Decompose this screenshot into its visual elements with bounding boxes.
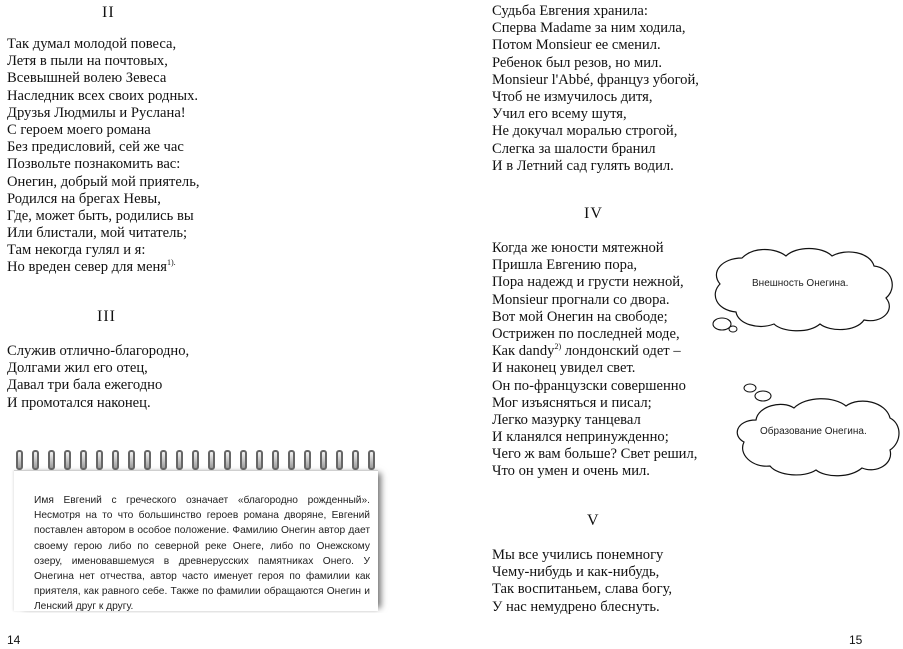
verse-line: Слегка за шалости бранил (492, 140, 656, 157)
footnote-mark: 1). (166, 258, 176, 268)
thought-cloud-appearance (702, 244, 902, 340)
binding-ring-icon (128, 450, 135, 470)
verse-line: Острижен по последней моде, (492, 325, 680, 342)
verse-line: Чтоб не измучилось дитя, (492, 88, 653, 105)
verse-line: Когда же юности мятежной (492, 240, 664, 256)
stanza-number-2: II (102, 4, 115, 21)
verse-line: Учил его всему шутя, (492, 106, 627, 123)
binding-ring-icon (224, 450, 231, 470)
stanza-3-verse (7, 343, 189, 412)
binding-ring-icon (48, 450, 55, 470)
verse-line-with-footnote (492, 343, 697, 360)
verse-line: Всевышней волею Зевеса (7, 70, 167, 87)
verse-line: Ребенок был резов, но мил. (492, 54, 662, 71)
verse-line: И наконец увидел свет. (492, 360, 636, 377)
page-number-right: 15 (849, 633, 863, 647)
binding-ring-icon (288, 450, 295, 470)
verse-line: Так думал молодой повеса, (7, 36, 177, 52)
binding-ring-icon (160, 450, 167, 470)
verse-line: Легко мазурку танцевал (492, 411, 641, 428)
binding-ring-icon (144, 450, 151, 470)
verse-line-rest: лондонский одет – (561, 343, 681, 360)
verse-line: Потом Monsieur ее сменил. (492, 37, 661, 54)
verse-line: И кланялся непринужденно; (492, 429, 669, 446)
binding-ring-icon (64, 450, 71, 470)
verse-line: Но вреден север для меня (7, 259, 167, 276)
stanza-number-4: IV (584, 205, 603, 222)
binding-ring-icon (16, 450, 23, 470)
verse-line: Как dandy (492, 343, 555, 360)
spiral-binding (16, 450, 386, 478)
left-page (0, 0, 440, 649)
verse-line: Или блистали, мой читатель; (7, 225, 188, 242)
verse-line: И промотался наконец. (7, 394, 151, 411)
cloud-label: Внешность Онегина. (752, 278, 849, 289)
verse-line: Не докучал моралью строгой, (492, 123, 678, 140)
verse-line: Там некогда гулял и я: (7, 242, 146, 259)
footnote-mark: 2) (554, 342, 562, 352)
verse-line-with-footnote (7, 259, 200, 276)
verse-line: Служив отлично-благородно, (7, 343, 190, 359)
binding-ring-icon (96, 450, 103, 470)
verse-line: Он по-французски совершенно (492, 377, 686, 394)
verse-line: Где, может быть, родились вы (7, 207, 194, 224)
verse-line: Друзья Людмилы и Руслана! (7, 104, 186, 121)
binding-ring-icon (192, 450, 199, 470)
thought-cloud-education (730, 380, 902, 482)
verse-line: Чему-нибудь и как-нибудь, (492, 564, 660, 581)
binding-ring-icon (240, 450, 247, 470)
verse-line: Онегин, добрый мой приятель, (7, 173, 200, 190)
stanza-number-5: V (587, 512, 600, 529)
verse-line: У нас немудрено блеснуть. (492, 598, 660, 615)
verse-line: Сперва Madame за ним ходила, (492, 20, 686, 37)
verse-line: Позвольте познакомить вас: (7, 156, 181, 173)
verse-line: Наследник всех своих родных. (7, 87, 199, 104)
verse-line: Мог изъясняться и писал; (492, 394, 652, 411)
verse-line: Судьба Евгения хранила: (492, 3, 648, 19)
stanza-number-3: III (97, 308, 116, 325)
verse-line: Monsieur l'Abbé, француз убогой, (492, 71, 699, 88)
binding-ring-icon (112, 450, 119, 470)
verse-line: Летя в пыли на почтовых, (7, 53, 168, 70)
right-page (440, 0, 903, 649)
verse-line: Родился на брегах Невы, (7, 190, 161, 207)
verse-line: Мы все учились понемногу (492, 547, 664, 563)
binding-ring-icon (80, 450, 87, 470)
verse-line: Пришла Евгению пора, (492, 257, 638, 274)
binding-ring-icon (208, 450, 215, 470)
binding-ring-icon (272, 450, 279, 470)
verse-line: С героем моего романа (7, 121, 151, 138)
verse-line: Без предисловий, сей же час (7, 139, 184, 156)
verse-line: И в Летний сад гулять водил. (492, 157, 674, 174)
binding-ring-icon (256, 450, 263, 470)
verse-line: Чего ж вам больше? Свет решил, (492, 446, 698, 463)
stanza-5-verse (492, 547, 672, 616)
stanza-continued-verse (492, 3, 699, 175)
thought-cloud-icon (702, 244, 902, 340)
binding-ring-icon (352, 450, 359, 470)
verse-line: Так воспитаньем, слава богу, (492, 581, 673, 598)
stanza-4-verse (492, 240, 697, 481)
note-card (14, 470, 378, 611)
verse-line: Monsieur прогнали со двора. (492, 291, 670, 308)
page-number-left: 14 (7, 633, 21, 647)
verse-line: Вот мой Онегин на свободе; (492, 308, 668, 325)
stanza-2-verse (7, 36, 200, 277)
verse-line: Давал три бала ежегодно (7, 377, 163, 394)
binding-ring-icon (368, 450, 375, 470)
verse-line: Долгами жил его отец, (7, 360, 148, 377)
binding-ring-icon (336, 450, 343, 470)
binding-ring-icon (176, 450, 183, 470)
note-text: Имя Евгений с греческого означает «благородно рожденный». Несмотря на то что большинство героев романа дворяне, Евгений поставлен автором в особое положение. Фамилию Онегин автор дает своему герою либо по северной реке Онеге, либо по Онежскому озеру, именовавшемуся в древнерусских памятниках Онего. У Онегина нет отчества, автор часто именует героя по фамилии как приятеля, как равного себе. Также по фамилии обращаются Онегин и Ленский друг к другу. (34, 495, 370, 613)
verse-line: Пора надежд и грусти нежной, (492, 274, 684, 291)
binding-ring-icon (304, 450, 311, 470)
binding-ring-icon (320, 450, 327, 470)
binding-ring-icon (32, 450, 39, 470)
cloud-label: Образование Онегина. (760, 426, 867, 437)
verse-line: Что он умен и очень мил. (492, 463, 650, 480)
